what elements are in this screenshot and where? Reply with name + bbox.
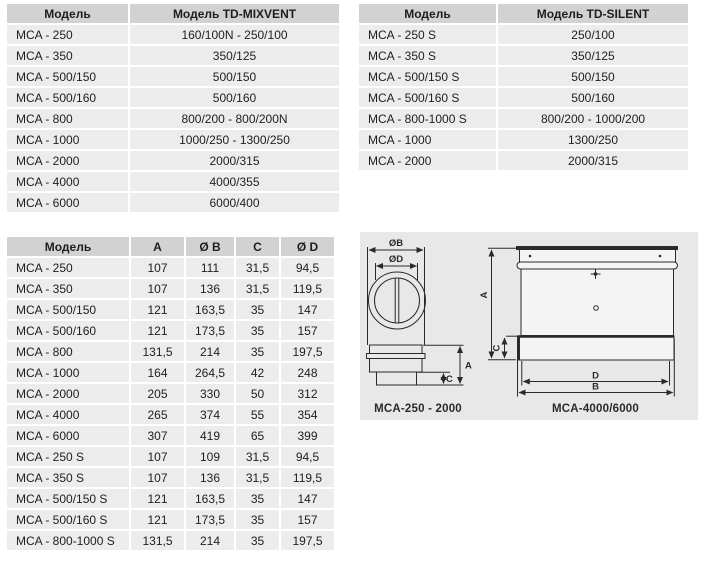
right-drawing-caption: MCA-4000/6000 [552,403,639,415]
table-row [7,67,339,86]
cell: MCA - 800 [7,109,128,128]
cell: 119,5 [281,279,334,298]
table-row [7,321,334,340]
cell: 35 [236,342,279,361]
cell: 800/200 - 800/200N [130,109,339,128]
dim-label-a-right: A [479,291,490,299]
left-drawing-caption: MCA-250 - 2000 [374,403,462,415]
cell: 121 [131,300,184,319]
cell: 205 [131,384,184,403]
cell: 111 [186,258,234,277]
cell: 136 [186,468,234,487]
cell: 350/125 [130,46,339,65]
cell: 35 [236,489,279,508]
dim-label-c-left: C [446,374,453,385]
cell: MCA - 350 S [7,468,129,487]
cell: MCA - 500/150 [7,300,129,319]
cell: 4000/355 [130,172,339,191]
cell: 35 [236,321,279,340]
cell: 250/100 [498,25,688,44]
cell: MCA - 1000 [7,130,128,149]
cell: 173,5 [186,510,234,529]
cell: 35 [236,510,279,529]
cell: 121 [131,321,184,340]
table-row [359,151,688,170]
table-row [7,426,334,445]
table-row [7,151,339,170]
cell: 121 [131,489,184,508]
cell: MCA - 500/150 S [7,489,129,508]
cell: MCA - 500/160 S [7,510,129,529]
cell: 173,5 [186,321,234,340]
cell: MCA - 4000 [7,172,128,191]
table-row [7,405,334,424]
table-row [7,172,339,191]
cell: 350/125 [498,46,688,65]
cell: MCA - 250 [7,258,129,277]
dim-label-ob: ØB [388,238,404,249]
cell: 1000/250 - 1300/250 [130,130,339,149]
cell: 500/160 [130,88,339,107]
cell: MCA - 500/160 [7,321,129,340]
cell: 147 [281,300,334,319]
cell: 147 [281,489,334,508]
cell: 163,5 [186,489,234,508]
table-row [359,67,688,86]
cell: MCA - 350 [7,279,129,298]
cell: 31,5 [236,447,279,466]
cell: MCA - 2000 [7,384,129,403]
cell: 65 [236,426,279,445]
table-row [7,258,334,277]
cell: MCA - 6000 [7,193,128,212]
cell: 500/150 [498,67,688,86]
cell: 31,5 [236,258,279,277]
table-row [7,342,334,361]
table-row [7,510,334,529]
cell: 160/100N - 250/100 [130,25,339,44]
technical-drawing-panel [360,232,698,420]
cell: MCA - 350 [7,46,128,65]
table-row [7,447,334,466]
cell: 31,5 [236,468,279,487]
cell: 107 [131,279,184,298]
cell: 107 [131,468,184,487]
cell: 419 [186,426,234,445]
column-header: Модель [359,4,496,23]
cell: 197,5 [281,531,334,550]
mixvent-models-table [5,2,341,214]
cell: 107 [131,447,184,466]
cell: 131,5 [131,342,184,361]
cell: 35 [236,300,279,319]
table-row [359,130,688,149]
cell: 121 [131,510,184,529]
cell: 107 [131,258,184,277]
column-header: Модель [7,4,128,23]
cell: MCA - 800-1000 S [359,109,496,128]
column-header: A [131,237,184,256]
table-row [7,46,339,65]
dim-label-a-left: A [465,360,472,372]
cell: MCA - 800 [7,342,129,361]
table-row [7,279,334,298]
cell: 307 [131,426,184,445]
cell: 109 [186,447,234,466]
dim-label-d: D [592,370,599,382]
cell: 6000/400 [130,193,339,212]
cell: 157 [281,321,334,340]
cell: 214 [186,342,234,361]
cell: MCA - 250 S [7,447,129,466]
cell: MCA - 500/160 S [359,88,496,107]
table-row [7,300,334,319]
cell: 265 [131,405,184,424]
cell: MCA - 500/150 S [359,67,496,86]
cell: 330 [186,384,234,403]
header-row [7,4,339,23]
cell: 500/150 [130,67,339,86]
cell: 94,5 [281,258,334,277]
box-silencer-drawing [488,247,678,397]
dim-label-od: ØD [388,254,404,265]
header-row [7,237,334,256]
cell: 312 [281,384,334,403]
column-header: Ø D [281,237,334,256]
table-row [7,384,334,403]
table-row [7,489,334,508]
column-header: Модель [7,237,129,256]
cell: 31,5 [236,279,279,298]
cell: 50 [236,384,279,403]
dim-label-b: B [592,381,599,393]
cell: MCA - 500/150 [7,67,128,86]
column-header: C [236,237,279,256]
table-row [7,130,339,149]
cell: 94,5 [281,447,334,466]
cell: 399 [281,426,334,445]
cell: 136 [186,279,234,298]
cell: 800/200 - 1000/200 [498,109,688,128]
header-row [359,4,688,23]
table-row [359,46,688,65]
table-row [7,25,339,44]
cell: 131,5 [131,531,184,550]
cell: MCA - 250 S [359,25,496,44]
cell: 500/160 [498,88,688,107]
column-header: Ø B [186,237,234,256]
cell: 157 [281,510,334,529]
cell: 164 [131,363,184,382]
table-row [7,109,339,128]
cell: MCA - 500/160 [7,88,128,107]
table-row [7,363,334,382]
cell: 42 [236,363,279,382]
cell: 35 [236,531,279,550]
cell: 1300/250 [498,130,688,149]
cell: MCA - 6000 [7,426,129,445]
cell: 55 [236,405,279,424]
column-header: Модель TD-SILENT [498,4,688,23]
cell: MCA - 1000 [7,363,129,382]
dimension-drawings [360,232,698,420]
cell: MCA - 350 S [359,46,496,65]
cell: 264,5 [186,363,234,382]
cell: MCA - 1000 [359,130,496,149]
round-damper-drawing [367,247,464,385]
cell: MCA - 2000 [359,151,496,170]
dimensions-table [5,235,336,552]
cell: MCA - 800-1000 S [7,531,129,550]
cell: 197,5 [281,342,334,361]
table-row [359,109,688,128]
cell: 248 [281,363,334,382]
table-row [7,193,339,212]
table-row [7,468,334,487]
column-header: Модель TD-MIXVENT [130,4,339,23]
cell: 214 [186,531,234,550]
cell: 374 [186,405,234,424]
table-row [7,531,334,550]
cell: 163,5 [186,300,234,319]
table-row [359,25,688,44]
cell: 2000/315 [130,151,339,170]
cell: MCA - 2000 [7,151,128,170]
table-row [7,88,339,107]
dim-label-c-right: C [491,344,503,352]
cell: MCA - 4000 [7,405,129,424]
cell: 2000/315 [498,151,688,170]
table-row [359,88,688,107]
silent-models-table [357,2,690,172]
cell: 354 [281,405,334,424]
cell: 119,5 [281,468,334,487]
cell: MCA - 250 [7,25,128,44]
